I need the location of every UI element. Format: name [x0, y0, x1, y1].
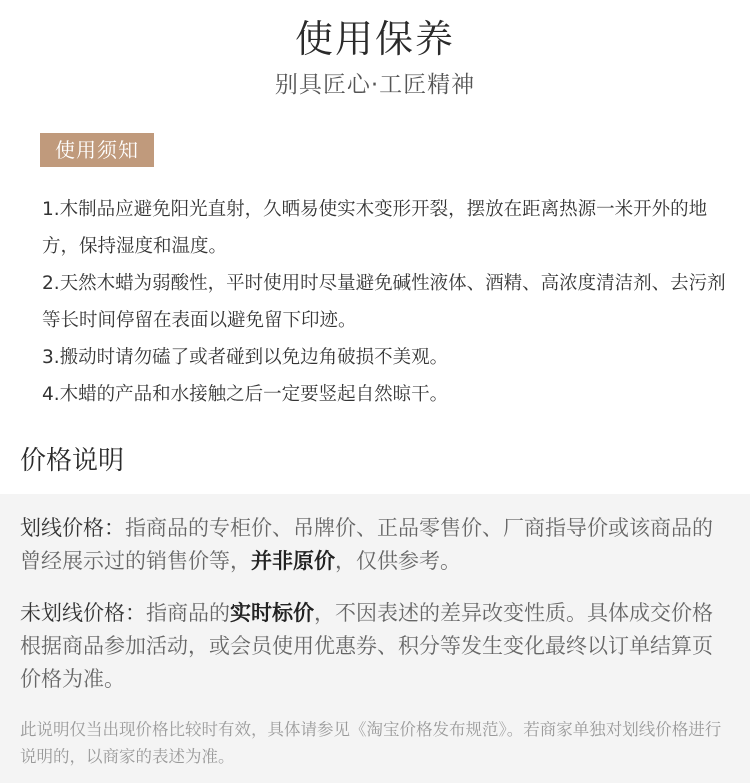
notice-item-2: 2.天然木蜡为弱酸性，平时使用时尽量避免碱性液体、酒精、高浓度清洁剂、去污剂等长时间停留在表面以避免留下印迹。 [42, 273, 726, 331]
usage-notice-list [42, 191, 732, 413]
strikethrough-price-term: 划线价格： [20, 516, 125, 540]
strikethrough-price-tail: ，仅供参考。 [335, 549, 461, 573]
price-explanation-panel [0, 494, 750, 783]
strikethrough-price-text: 指商品的专柜价、吊牌价、正品零售价、厂商指导价或该商品的曾经展示过的销售价等， [20, 516, 713, 573]
notice-item-4: 4.木蜡的产品和水接触之后一定要竖起自然晾干。 [42, 384, 449, 405]
notice-item-1: 1.木制品应避免阳光直射，久晒易使实木变形开裂，摆放在距离热源一米开外的地方，保持湿度和温度。 [42, 199, 708, 257]
non-strikethrough-price-paragraph [20, 597, 732, 696]
real-time-price-emphasis: 实时标价 [230, 601, 314, 625]
non-strikethrough-price-tail: ，不因表述的差异改变性质。具体成交价格根据商品参加活动，或会员使用优惠券、积分等发生变化最终以订单结算页价格为准。 [20, 601, 713, 691]
non-strikethrough-price-text: 指商品的 [146, 601, 230, 625]
page-subtitle: 别具匠心·工匠精神 [274, 72, 476, 98]
strikethrough-price-paragraph [20, 512, 732, 578]
notice-item-3: 3.搬动时请勿磕了或者碰到以免边角破损不美观。 [42, 347, 449, 368]
not-original-price-emphasis: 并非原价 [251, 549, 335, 573]
non-strikethrough-price-term: 未划线价格： [20, 601, 146, 625]
usage-notice-tag: 使用须知 [40, 133, 154, 167]
price-heading: 价格说明 [20, 446, 125, 476]
page-title: 使用保养 [294, 17, 455, 61]
price-footnote: 此说明仅当出现价格比较时有效，具体请参见《淘宝价格发布规范》。若商家单独对划线价格进行说明的，以商家的表述为准。 [20, 720, 722, 766]
